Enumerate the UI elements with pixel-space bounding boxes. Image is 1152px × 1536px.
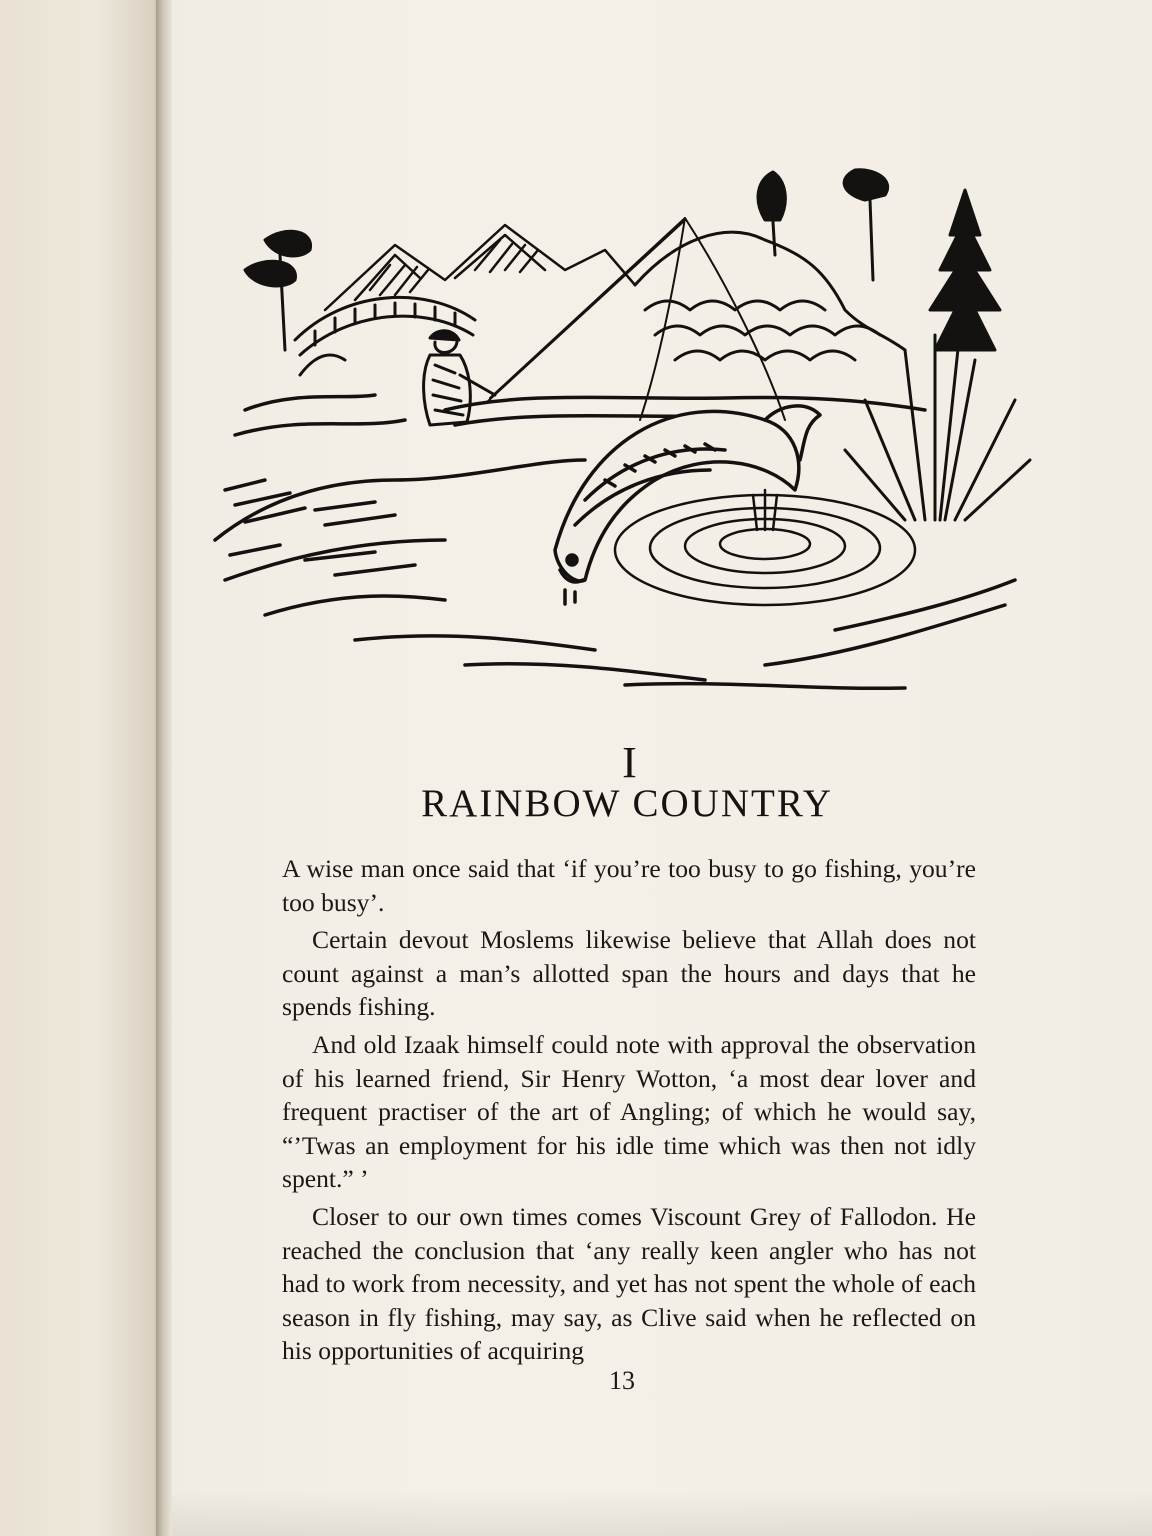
chapter-number: I — [622, 738, 638, 787]
pine-tree-illustration-part — [930, 190, 1000, 350]
body-text — [282, 852, 976, 1372]
paragraph: Certain devout Moslems likewise believe that Allah does not count against a man’s allotted span the hours and days that he spends fishing. — [282, 925, 976, 1022]
angler-illustration-part — [424, 331, 495, 425]
page-shadow — [172, 1490, 1152, 1536]
paragraph: And old Izaak himself could note with approval the observation of his learned friend, Sir Henry Wotton, ‘a most dear lover and frequent practiser of the art of Angling; of which he would say, “’Twas an employment for his idle time which was then not idly spent.” ’ — [282, 1029, 976, 1194]
paragraph: A wise man once said that ‘if you’re too busy to go fishing, you’re too busy’. — [282, 854, 976, 917]
hill-trees-illustration-part — [635, 170, 905, 360]
reeds-illustration-part — [845, 330, 1030, 520]
river-illustration-part — [215, 395, 1015, 688]
trout-illustration-part — [555, 406, 820, 604]
mountains-illustration-part — [325, 225, 635, 310]
chapter-title: RAINBOW COUNTRY — [421, 782, 833, 825]
paragraph: Closer to our own times comes Viscount Grey of Fallodon. He reached the conclusion that ‘any really keen angler who has not had to work from necessity, and yet has not spent the whole of each season in fly fishing, may say, as Clive said when he reflected on his opportunities of acquiring — [282, 1201, 976, 1366]
left-tree-illustration-part — [245, 231, 311, 350]
ripples-illustration-part — [615, 490, 915, 605]
page-number: 13 — [609, 1366, 635, 1395]
fishing-rod-illustration-part — [487, 218, 785, 420]
angler-trout-illustration — [205, 160, 1045, 700]
